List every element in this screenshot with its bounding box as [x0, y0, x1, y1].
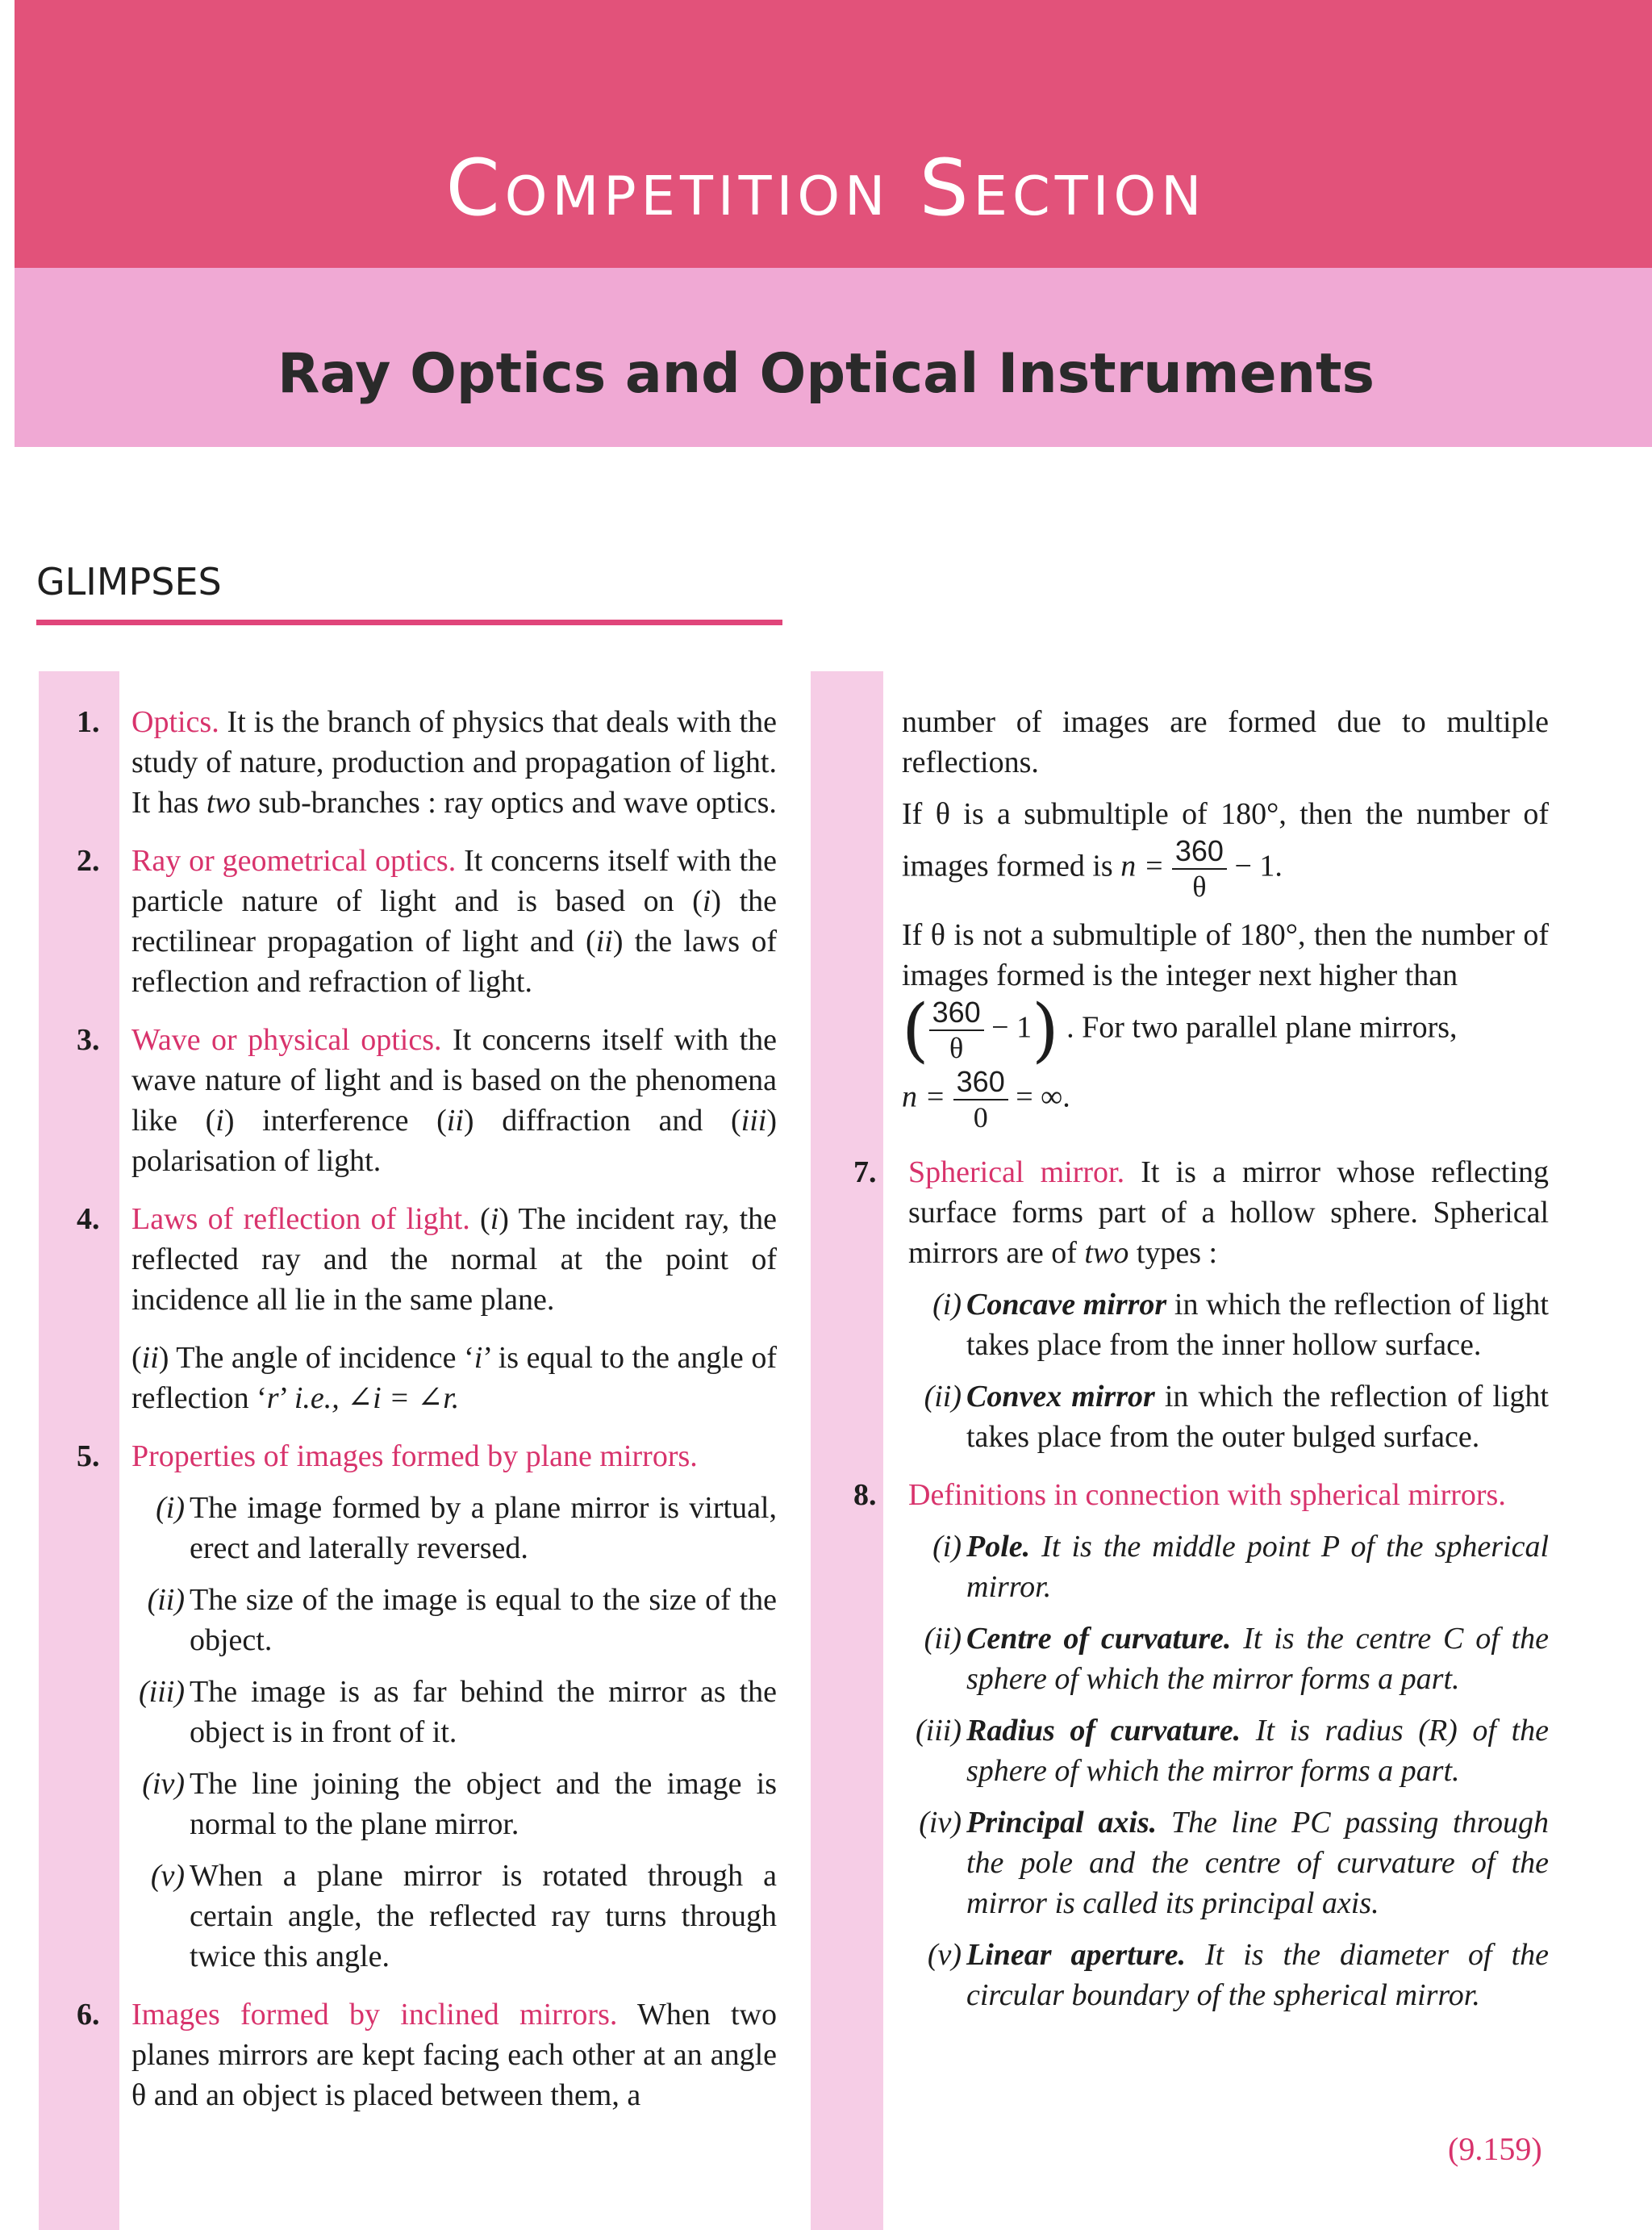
item-text: ) interference ( — [223, 1104, 447, 1138]
item-text: It concerns itself with the particle nature of light and is based on ( — [131, 844, 777, 918]
item-text: It concerns itself with the wave nature of light and is based on the phenomena like ( — [131, 1023, 778, 1138]
sub-item-text: The line PC passing through the pole and the centre of curvature of the mirror is called its principal axis. — [966, 1806, 1549, 1920]
sub-item-heading: Centre of curvature. — [966, 1622, 1232, 1656]
item-text: = ∞. — [1007, 1080, 1070, 1114]
sub-item-numeral: (i) — [156, 1491, 185, 1525]
item-heading: Ray or geometrical optics. — [131, 844, 457, 878]
list-item-plane-mirror-properties — [77, 1436, 777, 1977]
left-column — [77, 702, 777, 2115]
item-text: number of images are formed due to multiple reflections. — [902, 705, 1549, 779]
list-item-optics — [77, 702, 777, 823]
item-number: 6. — [77, 1998, 100, 2032]
item-heading: Laws of reflection of light. — [131, 1202, 470, 1236]
formula-lhs: n = — [902, 1080, 946, 1114]
item-heading: Images formed by inclined mirrors. — [131, 1998, 618, 2032]
item-text: ) polarisation of light. — [131, 1104, 777, 1178]
item-text: ) diffraction and ( — [463, 1104, 741, 1138]
chapter-title: Ray Optics and Optical Instruments — [277, 342, 1375, 406]
formula-line-parallel — [902, 1065, 1549, 1134]
roman-numeral: i — [490, 1202, 499, 1236]
list-item-laws-of-reflection — [77, 1199, 777, 1418]
item-number: 3. — [77, 1023, 100, 1057]
list-item-wave-optics — [77, 1020, 777, 1181]
sub-item-text: The image is as far behind the mirror as the object is in front of it. — [190, 1675, 777, 1749]
sub-item-heading: Linear aperture. — [966, 1938, 1187, 1972]
sub-item-pole — [908, 1526, 1549, 1607]
sub-item-numeral: (iv) — [919, 1806, 962, 1840]
item-heading: Properties of images formed by plane mirrors. — [131, 1439, 698, 1473]
sub-item-text: The size of the image is equal to the size of the object. — [190, 1583, 777, 1657]
sub-item-text: It is radius (R) of the sphere of which the mirror forms a part. — [966, 1714, 1549, 1788]
item-number: 4. — [77, 1202, 100, 1236]
sub-item-heading: Concave mirror — [966, 1288, 1167, 1322]
fraction-denominator: θ — [949, 1032, 964, 1064]
item-number: 7. — [853, 1155, 877, 1189]
sub-item-convex — [908, 1376, 1549, 1457]
section-divider — [36, 620, 782, 625]
page-number: (9.159) — [1448, 2131, 1542, 2167]
fraction — [929, 996, 984, 1065]
formula-line-submultiple — [902, 794, 1549, 904]
item-text: If θ is not a submultiple of 180°, then the number of images formed is the integer next higher than — [902, 918, 1549, 992]
roman-numeral: ii — [141, 1341, 159, 1375]
sub-item-numeral: (iii) — [916, 1714, 962, 1748]
right-parenthesis: ) — [1032, 990, 1059, 1071]
item-number: 8. — [853, 1478, 877, 1512]
formula-lhs: n = — [1120, 849, 1165, 883]
symbol-i: i — [473, 1341, 483, 1375]
roman-numeral: i — [215, 1104, 224, 1138]
list-item-inclined-mirrors — [77, 1994, 777, 2115]
sub-item-numeral: (ii) — [924, 1622, 962, 1656]
left-parenthesis: ( — [902, 990, 929, 1071]
sub-item-text: It is the centre C of the sphere of which the mirror forms a part. — [966, 1622, 1550, 1696]
sub-item-text: It is the diameter of the circular boundary of the spherical mirror. — [966, 1938, 1549, 2012]
right-column — [853, 702, 1549, 2015]
fraction-numerator: 360 — [929, 996, 984, 1031]
item-heading: Optics. — [131, 705, 219, 739]
fraction — [1172, 834, 1227, 904]
sub-item-heading: Radius of curvature. — [966, 1714, 1241, 1748]
sub-item-text: It is the middle point P of the spherical mirror. — [966, 1530, 1549, 1604]
sub-item — [131, 1672, 777, 1752]
roman-numeral: i — [702, 884, 711, 918]
fraction — [953, 1065, 1008, 1134]
fraction-denominator: θ — [1192, 871, 1207, 903]
list-item-ray-optics — [77, 841, 777, 1002]
sub-item-text: The line joining the object and the image is normal to the plane mirror. — [190, 1767, 777, 1841]
sub-item-radius-of-curvature — [908, 1710, 1549, 1791]
item-heading: Spherical mirror. — [908, 1155, 1125, 1189]
item-text: − 1. — [1226, 849, 1283, 883]
formula-term: − 1 — [991, 1010, 1032, 1045]
item-text: . For two parallel plane mirrors, — [1058, 1010, 1458, 1045]
sub-item-numeral: (ii) — [147, 1583, 185, 1617]
item-text: ) The angle of incidence ‘ — [158, 1341, 474, 1375]
symbol-r: r — [266, 1381, 279, 1415]
sub-item-concave — [908, 1284, 1549, 1365]
fraction-numerator: 360 — [1172, 834, 1227, 870]
formula-line-not-submultiple — [902, 990, 1549, 1071]
sub-item-heading: Principal axis. — [966, 1806, 1158, 1840]
sub-item-numeral: (iii) — [139, 1675, 185, 1709]
item-text: It is the branch of physics that deals with the study of nature, production and propagation of light. It has — [131, 705, 777, 820]
item-text: ’ — [278, 1381, 294, 1415]
item-text: sub-branches : ray optics and wave optics. — [250, 786, 777, 820]
item-number: 1. — [77, 705, 100, 739]
sub-item-heading: Convex mirror — [966, 1380, 1155, 1414]
sub-item-numeral: (v) — [150, 1859, 185, 1893]
item-text: ) the laws of reflection and refraction of light. — [131, 925, 777, 999]
item-text-em: two — [206, 786, 251, 820]
list-item-spherical-mirror — [853, 1152, 1549, 1457]
item-text: ) The incident ray, the reflected ray and the normal at the point of incidence all lie in the same plane. — [131, 1202, 777, 1317]
sub-item-numeral: (ii) — [924, 1380, 962, 1414]
section-label: GLIMPSES — [36, 560, 222, 603]
sub-item-heading: Pole. — [966, 1530, 1031, 1564]
page-title: Competition Section — [445, 143, 1207, 233]
sub-item-centre-of-curvature — [908, 1618, 1549, 1699]
sub-item-numeral: (iv) — [142, 1767, 185, 1801]
fraction-denominator: 0 — [973, 1101, 988, 1134]
item-number: 5. — [77, 1439, 100, 1473]
sub-item-text: in which the reflection of light takes place from the inner hollow surface. — [966, 1288, 1549, 1362]
item-text: ) the rectilinear propagation of light and ( — [131, 884, 777, 958]
list-item-inclined-mirrors-continued — [853, 702, 1549, 1134]
item-text: It is a mirror whose reflecting surface forms part of a hollow sphere. Spherical mirrors are of — [908, 1155, 1549, 1270]
item-text: ’ is equal to the angle of reflection ‘ — [131, 1341, 777, 1415]
item-text: When two planes mirrors are kept facing each other at an angle θ and an object is placed between them, a — [131, 1998, 777, 2112]
equation: ∠i = ∠r. — [339, 1381, 460, 1415]
fraction-numerator: 360 — [953, 1065, 1008, 1100]
sub-item-numeral: (i) — [932, 1530, 962, 1564]
list-item-definitions — [853, 1475, 1549, 2015]
sub-item — [131, 1764, 777, 1844]
roman-numeral: ii — [595, 925, 613, 958]
sub-item-text: in which the reflection of light takes place from the outer bulged surface. — [966, 1380, 1549, 1454]
sub-item — [131, 1856, 777, 1977]
item-text: ( — [131, 1341, 142, 1375]
sub-item-numeral: (i) — [932, 1288, 962, 1322]
roman-numeral: ii — [446, 1104, 464, 1138]
item-heading: Wave or physical optics. — [131, 1023, 442, 1057]
sub-item-text: The image formed by a plane mirror is virtual, erect and laterally reversed. — [190, 1491, 777, 1565]
item-text-em: two — [1084, 1236, 1129, 1270]
sub-item-principal-axis — [908, 1802, 1549, 1923]
sub-item-numeral: (v) — [927, 1938, 962, 1972]
item-text: ( — [469, 1202, 490, 1236]
item-text: types : — [1128, 1236, 1218, 1270]
item-text: If θ is a submultiple of 180°, then the number of images formed is — [902, 797, 1549, 883]
sub-item-text: When a plane mirror is rotated through a certain angle, the reflected ray turns through twice this angle. — [190, 1859, 777, 1973]
sub-item — [131, 1488, 777, 1568]
sub-item — [131, 1580, 777, 1660]
item-text-em: i.e., — [294, 1381, 340, 1415]
sub-item-linear-aperture — [908, 1935, 1549, 2015]
item-heading: Definitions in connection with spherical mirrors. — [908, 1478, 1506, 1512]
item-number: 2. — [77, 844, 100, 878]
roman-numeral: iii — [740, 1104, 767, 1138]
